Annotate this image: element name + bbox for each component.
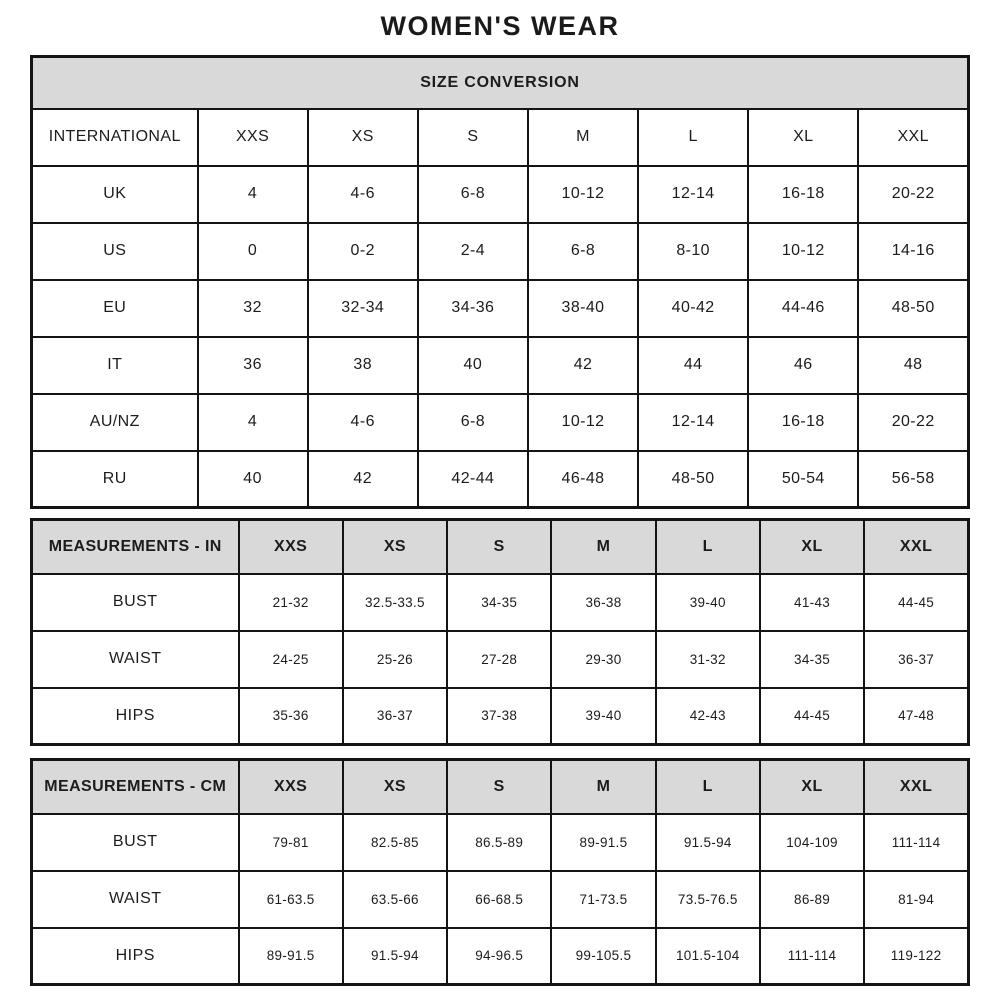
size-cell: 32 — [198, 280, 308, 337]
measurement-cell: 31-32 — [656, 631, 760, 688]
size-cell: 16-18 — [748, 166, 858, 223]
table-row — [32, 166, 969, 223]
size-cell: 34-36 — [418, 280, 528, 337]
row-label: RU — [32, 451, 198, 508]
measurement-cell: 66-68.5 — [447, 871, 551, 928]
size-cell: 46-48 — [528, 451, 638, 508]
size-cell: 42 — [308, 451, 418, 508]
measurement-cell: 34-35 — [760, 631, 864, 688]
size-cell: 6-8 — [418, 394, 528, 451]
measurement-cell: 73.5-76.5 — [656, 871, 760, 928]
row-label: HIPS — [32, 688, 239, 745]
measurement-cell: 36-37 — [343, 688, 447, 745]
size-cell: 56-58 — [858, 451, 968, 508]
row-label: IT — [32, 337, 198, 394]
size-cell: 12-14 — [638, 394, 748, 451]
row-label: WAIST — [32, 631, 239, 688]
measurement-cell: 104-109 — [760, 814, 864, 871]
row-label: UK — [32, 166, 198, 223]
size-cell: 4 — [198, 394, 308, 451]
column-header: INTERNATIONAL — [32, 109, 198, 166]
measurement-cell: 39-40 — [656, 574, 760, 631]
measurement-cell: 21-32 — [239, 574, 343, 631]
measurement-cell: 94-96.5 — [447, 928, 551, 985]
row-label: WAIST — [32, 871, 239, 928]
table-row — [32, 57, 969, 109]
size-cell: 8-10 — [638, 223, 748, 280]
measurement-cell: 44-45 — [864, 574, 968, 631]
table-row — [32, 280, 969, 337]
table-row — [32, 928, 969, 985]
size-cell: 44 — [638, 337, 748, 394]
column-header: M — [551, 520, 655, 574]
measurement-cell: 44-45 — [760, 688, 864, 745]
row-label: BUST — [32, 574, 239, 631]
measurement-cell: 91.5-94 — [656, 814, 760, 871]
row-label: BUST — [32, 814, 239, 871]
column-header: XL — [760, 520, 864, 574]
measurement-cell: 81-94 — [864, 871, 968, 928]
column-header: L — [656, 520, 760, 574]
row-label: HIPS — [32, 928, 239, 985]
column-header: XXS — [239, 520, 343, 574]
size-cell: 10-12 — [528, 166, 638, 223]
size-cell: 4-6 — [308, 166, 418, 223]
measurement-cell: 35-36 — [239, 688, 343, 745]
measurement-cell: 47-48 — [864, 688, 968, 745]
measurement-cell: 29-30 — [551, 631, 655, 688]
measurement-cell: 32.5-33.5 — [343, 574, 447, 631]
column-header: XS — [343, 760, 447, 814]
size-cell: 20-22 — [858, 394, 968, 451]
size-cell: 36 — [198, 337, 308, 394]
measurement-cell: 71-73.5 — [551, 871, 655, 928]
size-cell: 32-34 — [308, 280, 418, 337]
column-header: XXL — [864, 520, 968, 574]
table-row — [32, 451, 969, 508]
size-cell: 48 — [858, 337, 968, 394]
column-header: L — [656, 760, 760, 814]
size-cell: 14-16 — [858, 223, 968, 280]
measurement-cell: 79-81 — [239, 814, 343, 871]
table-row — [32, 223, 969, 280]
column-header: S — [447, 520, 551, 574]
size-cell: 6-8 — [528, 223, 638, 280]
size-cell: 4-6 — [308, 394, 418, 451]
table-row — [32, 109, 969, 166]
measurement-cell: 111-114 — [760, 928, 864, 985]
column-header: XS — [308, 109, 418, 166]
size-cell: 20-22 — [858, 166, 968, 223]
size-cell: 2-4 — [418, 223, 528, 280]
measurements-in-table — [30, 518, 970, 746]
column-header: XXL — [858, 109, 968, 166]
size-cell: 10-12 — [748, 223, 858, 280]
measurement-cell: 34-35 — [447, 574, 551, 631]
size-cell: 48-50 — [638, 451, 748, 508]
measurement-cell: 86.5-89 — [447, 814, 551, 871]
measurements-cm-table — [30, 758, 970, 986]
column-header: XXS — [198, 109, 308, 166]
size-cell: 48-50 — [858, 280, 968, 337]
table-row — [32, 688, 969, 745]
size-conversion-header: SIZE CONVERSION — [32, 57, 969, 109]
measurement-cell: 111-114 — [864, 814, 968, 871]
size-cell: 12-14 — [638, 166, 748, 223]
measurement-cell: 36-37 — [864, 631, 968, 688]
size-cell: 46 — [748, 337, 858, 394]
size-cell: 42 — [528, 337, 638, 394]
measurement-cell: 119-122 — [864, 928, 968, 985]
measurement-cell: 99-105.5 — [551, 928, 655, 985]
table-row — [32, 337, 969, 394]
column-header: XL — [748, 109, 858, 166]
measurement-cell: 61-63.5 — [239, 871, 343, 928]
measurements-in-header: MEASUREMENTS - IN — [32, 520, 239, 574]
size-cell: 4 — [198, 166, 308, 223]
size-cell: 10-12 — [528, 394, 638, 451]
column-header: S — [418, 109, 528, 166]
size-cell: 0 — [198, 223, 308, 280]
column-header: S — [447, 760, 551, 814]
table-row — [32, 871, 969, 928]
size-cell: 42-44 — [418, 451, 528, 508]
table-row — [32, 631, 969, 688]
measurement-cell: 37-38 — [447, 688, 551, 745]
column-header: XL — [760, 760, 864, 814]
measurement-cell: 36-38 — [551, 574, 655, 631]
size-cell: 16-18 — [748, 394, 858, 451]
table-row — [32, 394, 969, 451]
column-header: M — [528, 109, 638, 166]
size-cell: 38 — [308, 337, 418, 394]
page-title: WOMEN'S WEAR — [380, 11, 620, 41]
measurement-cell: 63.5-66 — [343, 871, 447, 928]
size-cell: 6-8 — [418, 166, 528, 223]
column-header: M — [551, 760, 655, 814]
measurement-cell: 25-26 — [343, 631, 447, 688]
measurement-cell: 41-43 — [760, 574, 864, 631]
size-cell: 40-42 — [638, 280, 748, 337]
size-cell: 40 — [198, 451, 308, 508]
column-header: XXS — [239, 760, 343, 814]
measurement-cell: 101.5-104 — [656, 928, 760, 985]
size-cell: 40 — [418, 337, 528, 394]
row-label: AU/NZ — [32, 394, 198, 451]
size-cell: 0-2 — [308, 223, 418, 280]
measurement-cell: 89-91.5 — [551, 814, 655, 871]
row-label: EU — [32, 280, 198, 337]
measurement-cell: 42-43 — [656, 688, 760, 745]
measurement-cell: 27-28 — [447, 631, 551, 688]
measurement-cell: 39-40 — [551, 688, 655, 745]
row-label: US — [32, 223, 198, 280]
measurements-cm-header: MEASUREMENTS - CM — [32, 760, 239, 814]
measurement-cell: 86-89 — [760, 871, 864, 928]
measurement-cell: 89-91.5 — [239, 928, 343, 985]
column-header: XXL — [864, 760, 968, 814]
table-row — [32, 814, 969, 871]
column-header: XS — [343, 520, 447, 574]
table-row — [32, 520, 969, 574]
table-row — [32, 574, 969, 631]
table-row — [32, 760, 969, 814]
size-cell: 38-40 — [528, 280, 638, 337]
measurement-cell: 82.5-85 — [343, 814, 447, 871]
measurement-cell: 91.5-94 — [343, 928, 447, 985]
size-cell: 44-46 — [748, 280, 858, 337]
measurement-cell: 24-25 — [239, 631, 343, 688]
size-cell: 50-54 — [748, 451, 858, 508]
size-conversion-table — [30, 55, 970, 509]
column-header: L — [638, 109, 748, 166]
